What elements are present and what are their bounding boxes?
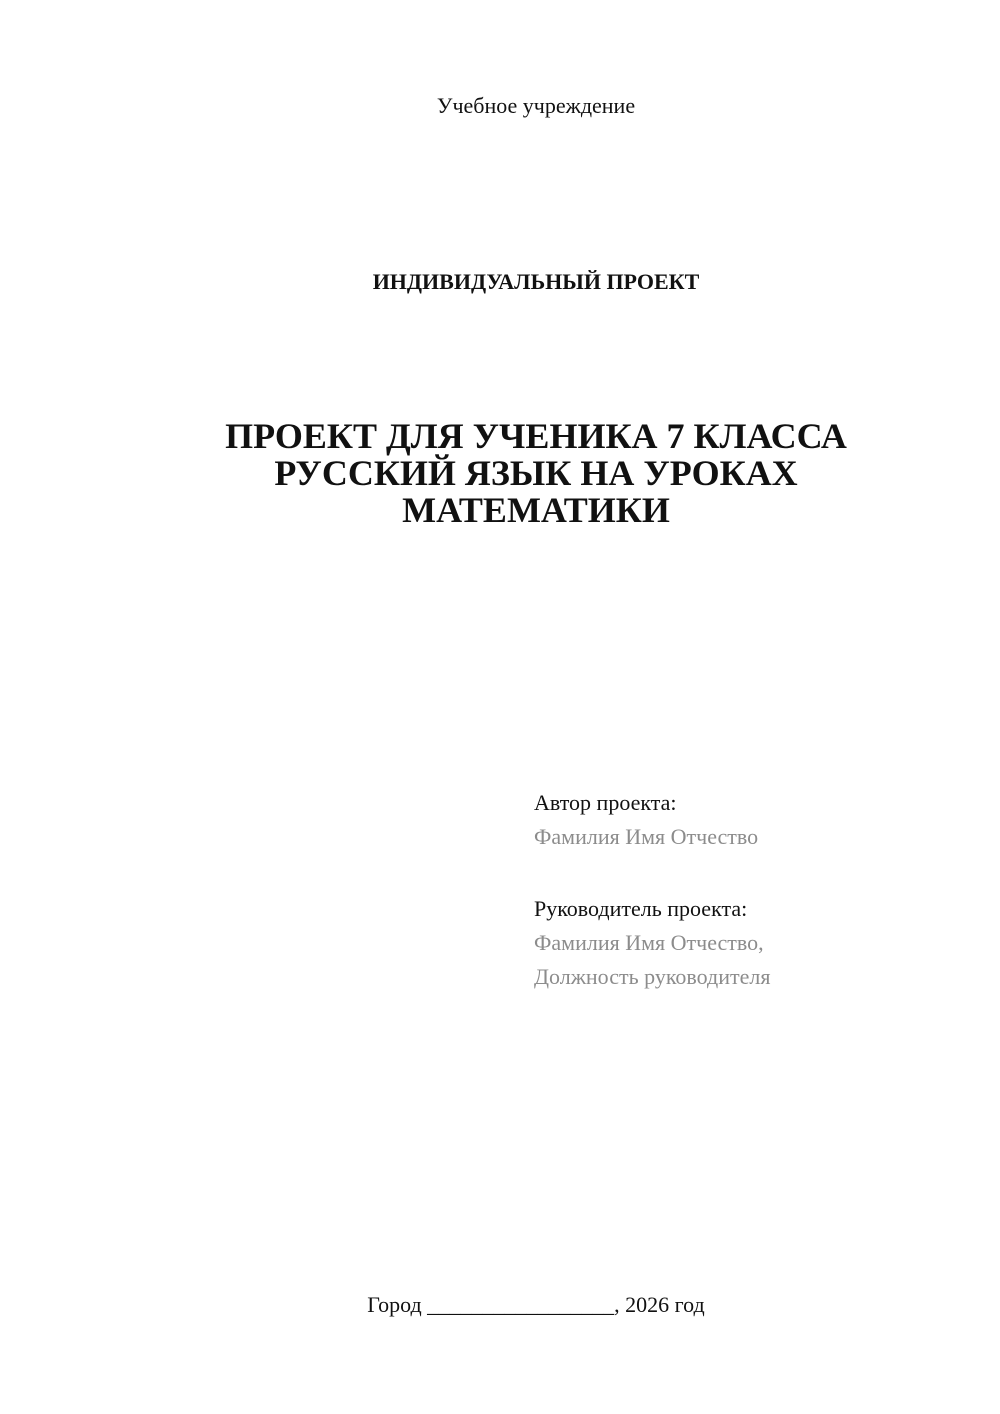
author-block — [534, 786, 974, 854]
supervisor-block — [534, 892, 974, 994]
project-title-line-3: МАТЕМАТИКИ — [402, 490, 670, 530]
project-title-line-2: РУССКИЙ ЯЗЫК НА УРОКАХ — [274, 453, 798, 493]
institution-name: Учебное учреждение — [436, 93, 636, 118]
supervisor-name: Фамилия Имя Отчество, — [534, 930, 764, 955]
supervisor-position: Должность руководителя — [534, 964, 771, 989]
project-type-heading: ИНДИВИДУАЛЬНЫЙ ПРОЕКТ — [372, 269, 700, 294]
project-title-line-1: ПРОЕКТ ДЛЯ УЧЕНИКА 7 КЛАССА — [225, 416, 847, 456]
supervisor-label: Руководитель проекта: — [534, 896, 748, 921]
author-name: Фамилия Имя Отчество — [534, 824, 759, 849]
author-label: Автор проекта: — [534, 790, 677, 815]
city-year-footer: Город _________________, 2026 год — [367, 1292, 705, 1317]
project-title — [0, 418, 1000, 529]
